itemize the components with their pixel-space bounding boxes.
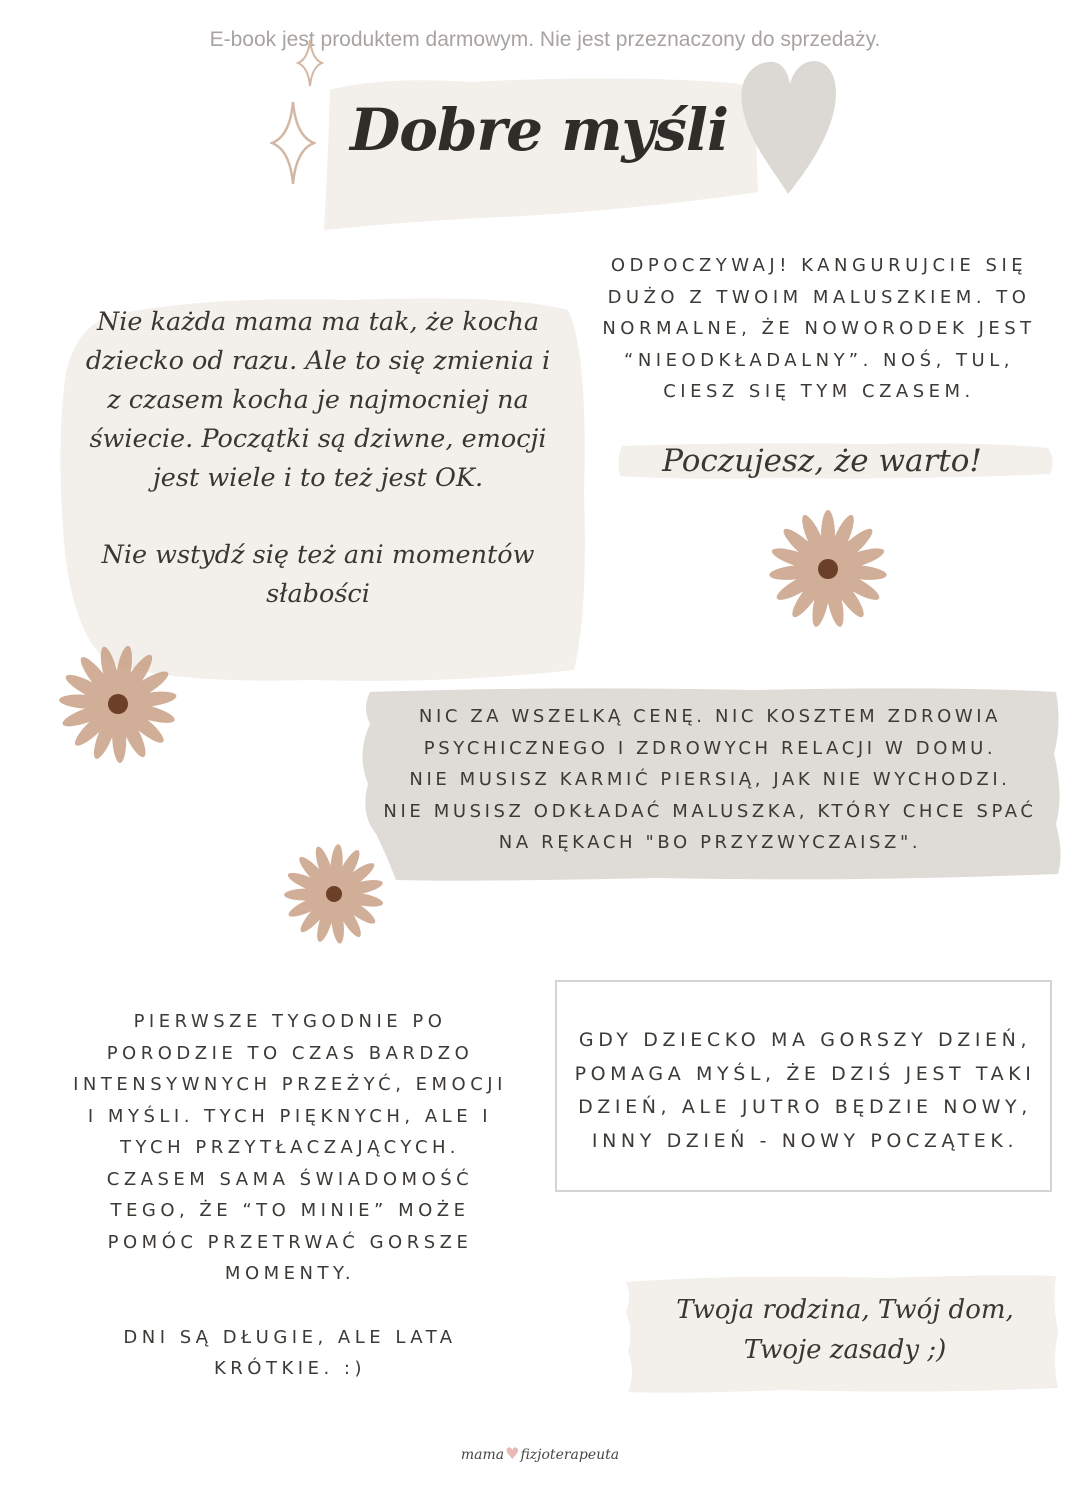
no-pressure-block bbox=[360, 701, 1060, 859]
bad-day-block bbox=[560, 1024, 1050, 1158]
no-pressure-line-1: NIC ZA WSZELKĄ CENĘ. NIC KOSZTEM ZDROWIA bbox=[418, 706, 1002, 727]
mama-weakness-text: Nie wstydź się też ani momentów słabości bbox=[101, 540, 535, 609]
first-weeks-block bbox=[66, 1006, 514, 1385]
brand-logo-right: fizjoterapeuta bbox=[520, 1447, 620, 1463]
flower-icon bbox=[52, 642, 184, 766]
feel-worth-text: Poczujesz, że warto! bbox=[662, 443, 982, 479]
flower-icon bbox=[762, 508, 894, 630]
family-rules-block bbox=[650, 1290, 1040, 1370]
sparkle-small-icon bbox=[296, 38, 324, 88]
no-pressure-line-5: NA RĘKACH "BO PRZYZWYCZAISZ". bbox=[498, 832, 922, 853]
no-pressure-line-2: PSYCHICZNEGO I ZDROWYCH RELACJI W DOMU. bbox=[423, 737, 997, 759]
first-weeks-text: PIERWSZE TYGODNIE PO PORODZIE TO CZAS BARDZO INTENSYWNYCH PRZEŻYĆ, EMOCJI I MYŚLI. TYCH PIĘKNYCH, ALE I TYCH PRZYTŁACZAJĄCYCH. CZASEM SAMA ŚWIADOMOŚĆ TEGO, ŻE “TO MINIE” MOŻE POMÓC PRZETRWAĆ GORSZE MOMENTY. bbox=[73, 1011, 507, 1284]
rest-advice-block bbox=[596, 250, 1042, 408]
disclaimer-text: E-book jest produktem darmowym. Nie jest przeznaczony do sprzedaży. bbox=[209, 28, 881, 51]
no-pressure-line-3: NIE MUSISZ KARMIĆ PIERSIĄ, JAK NIE WYCHODZI. bbox=[409, 769, 1011, 790]
mama-feelings-block bbox=[82, 303, 554, 614]
no-pressure-line-4: NIE MUSISZ ODKŁADAĆ MALUSZKA, KTÓRY CHCE SPAĆ bbox=[383, 800, 1037, 822]
bad-day-text: GDY DZIECKO MA GORSZY DZIEŃ, POMAGA MYŚL, ŻE DZIŚ JEST TAKI DZIEŃ, ALE JUTRO BĘDZIE NOWY, INNY DZIEŃ - NOWY POCZĄTEK. bbox=[574, 1029, 1036, 1152]
family-rules-text: Twoja rodzina, Twój dom, Twoje zasady ;) bbox=[676, 1295, 1014, 1365]
brand-logo-left: mama bbox=[460, 1447, 505, 1463]
sparkle-icon bbox=[270, 100, 316, 186]
page-title: Dobre myśli bbox=[350, 96, 728, 164]
heart-shape bbox=[738, 58, 840, 198]
heart-icon: ♥ bbox=[505, 1444, 520, 1463]
brand-logo bbox=[440, 1444, 640, 1463]
rest-advice-text: ODPOCZYWAJ! KANGURUJCIE SIĘ DUŻO Z TWOIM MALUSZKIEM. TO NORMALNE, ŻE NOWORODEK JEST “NIEODKŁADALNY”. NOŚ, TUL, CIESZ SIĘ TYM CZASEM. bbox=[602, 255, 1036, 402]
long-days-text: DNI SĄ DŁUGIE, ALE LATA KRÓTKIE. :) bbox=[123, 1326, 457, 1379]
mama-feelings-text: Nie każda mama ma tak, że kocha dziecko od razu. Ale to się zmienia i z czasem kocha je najmocniej na świecie. Początki są dziwne, emocji jest wiele i to też jest OK. bbox=[85, 307, 551, 493]
